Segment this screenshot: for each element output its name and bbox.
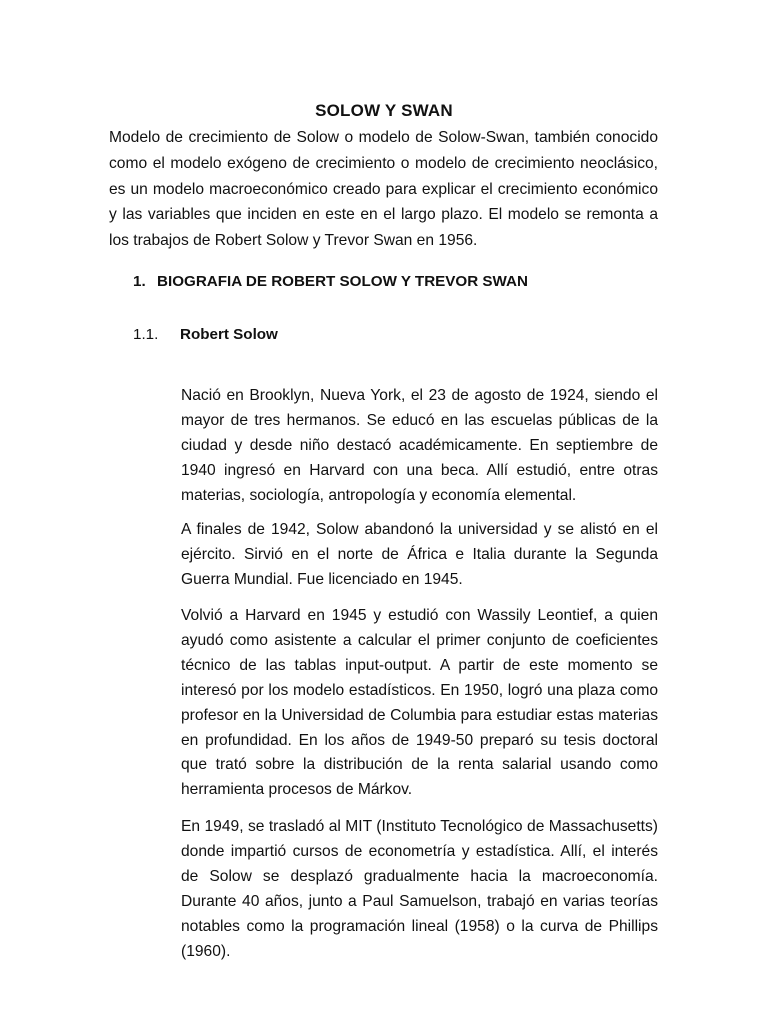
body-paragraph: Nació en Brooklyn, Nueva York, el 23 de agosto de 1924, siendo el mayor de tres hermanos. Se educó en las escuelas públicas de la ciudad y desde niño destacó académicamente. En septiembre de 1940 ingresó en Harvard con una beca. Allí estudió, entre otras materias, sociología, antropología y economía elemental.: [181, 387, 658, 504]
document-title: SOLOW Y SWAN: [315, 101, 453, 120]
subsection-heading-text: Robert Solow: [180, 326, 278, 343]
body-paragraph: En 1949, se trasladó al MIT (Instituto Tecnológico de Massachusetts) donde impartió cursos de econometría y estadística. Allí, el interés de Solow se desplazó gradualmente hacia la macroeconomía. Durante 40 años, junto a Paul Samuelson, trabajó en varias teorías notables como la programación lineal (1958) o la curva de Phillips (1960).: [181, 818, 658, 960]
body-paragraph: Volvió a Harvard en 1945 y estudió con Wassily Leontief, a quien ayudó como asistente a calcular el primer conjunto de coeficientes técnico de las tablas input-output. A partir de este momento se interesó por los modelo estadísticos. En 1950, logró una plaza como profesor en la Universidad de Columbia para estudiar estas materias en profundidad. En los años de 1949-50 preparó su tesis doctoral que trató sobre la distribución de la renta salarial usando como herramienta procesos de Márkov.: [181, 607, 658, 799]
section-heading-1: [133, 272, 528, 292]
body-paragraph: A finales de 1942, Solow abandonó la universidad y se alistó en el ejército. Sirvió en el norte de África e Italia durante la Segunda Guerra Mundial. Fue licenciado en 1945.: [181, 521, 658, 588]
section-number: 1.: [133, 273, 146, 290]
intro-paragraph: Modelo de crecimiento de Solow o modelo de Solow-Swan, también conocido como el modelo exógeno de crecimiento o modelo de crecimiento neoclásico, es un modelo macroeconómico creado para explicar el crecimiento económico y las variables que inciden en este en el largo plazo. El modelo se remonta a los trabajos de Robert Solow y Trevor Swan en 1956.: [109, 129, 658, 250]
subsection-number: 1.1.: [133, 326, 159, 343]
section-heading-text: BIOGRAFIA DE ROBERT SOLOW Y TREVOR SWAN: [157, 273, 528, 290]
subsection-heading-1-1: [133, 325, 278, 345]
